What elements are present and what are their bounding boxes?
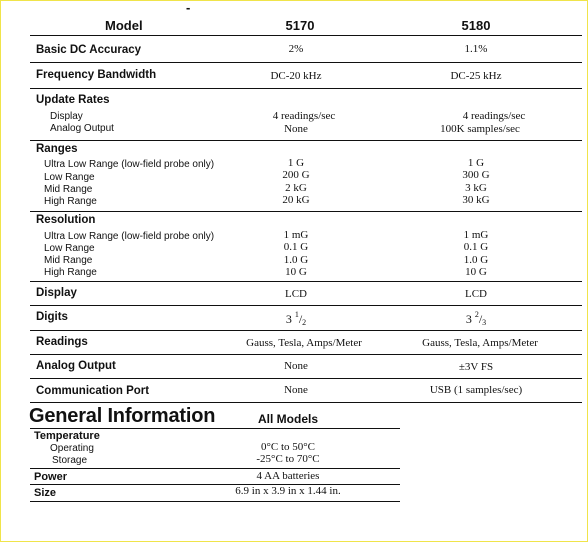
all-models-header: All Models [258,412,319,426]
divider [30,281,582,282]
divider [30,501,400,502]
divider [30,88,582,89]
temperature-operating-label: Operating [50,443,94,454]
update-rates-label: Update Rates [36,94,110,106]
ranges-mid-5170: 2 kG [285,182,307,194]
update-rates-analog-5170: None [284,123,308,135]
frequency-bandwidth-5180: DC-25 kHz [450,70,502,82]
model-5180-header: 5180 [461,18,491,33]
resolution-mid-5170: 1.0 G [283,254,309,266]
basic-dc-accuracy-5180: 1.1% [464,43,488,55]
divider [30,62,582,63]
display-5170: LCD [285,288,307,300]
update-rates-display-5180: 4 readings/sec [462,110,526,122]
size-value: 6.9 in x 3.9 in x 1.44 in. [235,485,341,497]
divider [30,140,582,141]
resolution-low-5170: 0.1 G [283,241,309,253]
divider [30,330,582,331]
model-label: Model [105,18,143,33]
temperature-operating-value: 0°C to 50°C [260,441,316,453]
analog-output-label: Analog Output [36,360,116,372]
ranges-ultra-low-5180: 1 G [467,157,485,169]
digits-5180-denominator: 3 [482,318,487,327]
update-rates-display-5170: 4 readings/sec [272,110,336,122]
resolution-high-5170: 10 G [285,266,307,278]
ranges-high-5180: 30 kG [462,194,490,206]
readings-5170: Gauss, Tesla, Amps/Meter [246,337,362,349]
digits-5170-whole: 3 [285,312,292,326]
digits-5170: 3 $^1/_2$ [285,310,307,327]
digits-5180: 3 $^2/_3$ [465,310,487,327]
power-value: 4 AA batteries [256,470,320,482]
divider [30,468,400,469]
model-5170-header: 5170 [285,18,315,33]
communication-port-5180: USB (1 samples/sec) [429,384,523,396]
header-dash: - [186,0,191,15]
digits-5180-whole: 3 [465,312,472,326]
divider [30,402,582,403]
divider [30,305,582,306]
general-information-title: General Information [29,405,216,427]
temperature-storage-label: Storage [52,455,88,466]
power-label: Power [34,471,68,483]
temperature-storage-value: -25°C to 70°C [256,453,320,465]
basic-dc-accuracy-5170: 2% [288,43,304,55]
ranges-mid-5180: 3 kG [465,182,487,194]
divider [30,378,582,379]
size-label: Size [34,487,57,499]
resolution-high-label: High Range [44,267,97,278]
update-rates-analog-5180: 100K samples/sec [440,123,520,135]
resolution-mid-label: Mid Range [44,255,93,266]
resolution-ultra-low-label: Ultra Low Range (low-field probe only) [44,231,215,242]
frequency-bandwidth-5170: DC-20 kHz [270,70,322,82]
divider [30,354,582,355]
resolution-high-5180: 10 G [465,266,487,278]
ranges-low-5180: 300 G [462,169,490,181]
display-5180: LCD [465,288,487,300]
ranges-ultra-low-5170: 1 G [287,157,305,169]
ranges-ultra-low-label: Ultra Low Range (low-field probe only) [44,159,215,170]
digits-5170-numerator: 1 [294,310,299,319]
analog-output-5180: ±3V FS [458,361,494,373]
ranges-mid-label: Mid Range [44,184,93,195]
divider [30,35,582,36]
resolution-label: Resolution [36,214,96,226]
analog-output-5170: None [284,360,308,372]
ranges-label: Ranges [36,143,78,155]
readings-5180: Gauss, Tesla, Amps/Meter [422,337,538,349]
communication-port-label: Communication Port [36,385,150,397]
communication-port-5170: None [284,384,308,396]
resolution-low-5180: 0.1 G [463,241,489,253]
digits-label: Digits [36,311,68,323]
display-label: Display [36,287,77,299]
readings-label: Readings [36,336,88,348]
update-rates-display-label: Display [50,111,83,122]
update-rates-analog-label: Analog Output [50,123,114,134]
divider [30,428,400,429]
divider [30,211,582,212]
resolution-ultra-low-5170: 1 mG [283,229,309,241]
resolution-ultra-low-5180: 1 mG [463,229,489,241]
ranges-high-5170: 20 kG [282,194,310,206]
basic-dc-accuracy-label: Basic DC Accuracy [36,44,142,56]
digits-5170-denominator: 2 [302,318,307,327]
ranges-low-5170: 200 G [282,169,310,181]
frequency-bandwidth-label: Frequency Bandwidth [36,69,157,81]
ranges-high-label: High Range [44,196,97,207]
digits-5180-numerator: 2 [474,310,479,319]
resolution-low-label: Low Range [44,243,95,254]
resolution-mid-5180: 1.0 G [463,254,489,266]
ranges-low-label: Low Range [44,172,95,183]
temperature-label: Temperature [34,430,100,442]
